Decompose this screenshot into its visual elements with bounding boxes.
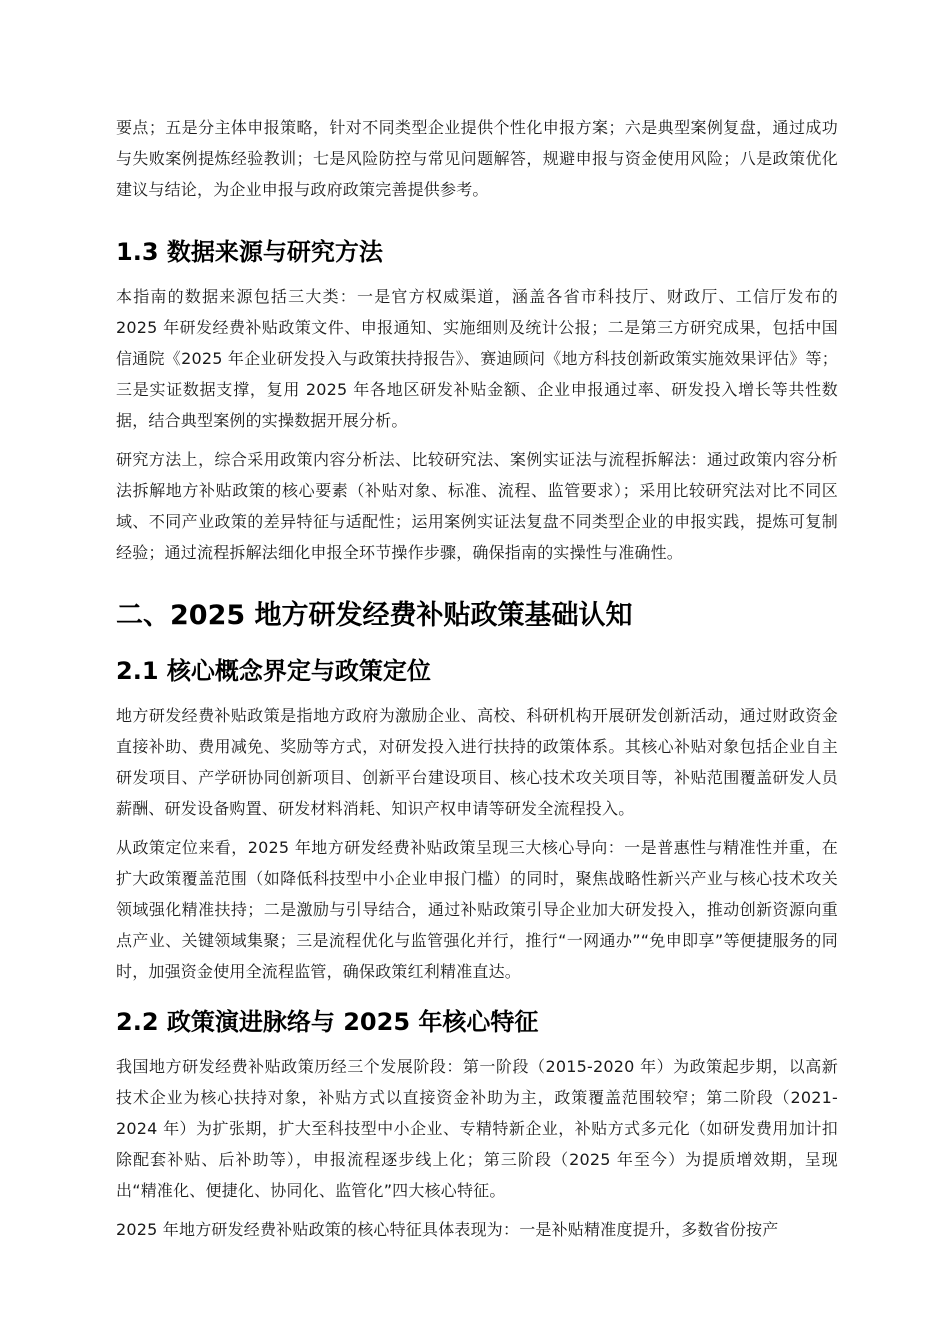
section-1-3-heading: 1.3 数据来源与研究方法 xyxy=(116,238,383,266)
section-2-2-heading: 2.2 政策演进脉络与 2025 年核心特征 xyxy=(116,1008,539,1036)
document-page xyxy=(116,112,838,1253)
section-2-1-paragraph-2: 从政策定位来看，2025 年地方研发经费补贴政策呈现三大核心导向：一是普惠性与精准性并重，在扩大政策覆盖范围（如降低科技型中小企业申报门槛）的同时，聚焦战略性新兴产业与核心技术攻关领域强化精准扶持；二是激励与引导结合，通过补贴政策引导企业加大研发投入，推动创新资源向重点产业、关键领域集聚；三是流程优化与监管强化并行，推行“一网通办”“免申即享”等便捷服务的同时，加强资金使用全流程监管，确保政策红利精准直达。 xyxy=(116,838,838,981)
section-1-3-paragraph-2: 研究方法上，综合采用政策内容分析法、比较研究法、案例实证法与流程拆解法：通过政策内容分析法拆解地方补贴政策的核心要素（补贴对象、标准、流程、监管要求）；采用比较研究法对比不同区域、不同产业政策的差异特征与适配性；运用案例实证法复盘不同类型企业的申报实践，提炼可复制经验；通过流程拆解法细化申报全环节操作步骤，确保指南的实操性与准确性。 xyxy=(116,450,838,562)
section-2-2-paragraph-1: 我国地方研发经费补贴政策历经三个发展阶段：第一阶段（2015-2020 年）为政策起步期，以高新技术企业为核心扶持对象，补贴方式以直接资金补助为主，政策覆盖范围较窄；第二阶段（2021-2024 年）为扩张期，扩大至科技型中小企业、专精特新企业，补贴方式多元化（如研发费用加计扣除配套补贴、后补助等），申报流程逐步线上化；第三阶段（2025 年至今）为提质增效期，呈现出“精准化、便捷化、协同化、监管化”四大核心特征。 xyxy=(116,1057,838,1200)
intro-paragraph: 要点；五是分主体申报策略，针对不同类型企业提供个性化申报方案；六是典型案例复盘，通过成功与失败案例提炼经验教训；七是风险防控与常见问题解答，规避申报与资金使用风险；八是政策优化建议与结论，为企业申报与政府政策完善提供参考。 xyxy=(116,118,838,199)
section-2-2-paragraph-2: 2025 年地方研发经费补贴政策的核心特征具体表现为：一是补贴精准度提升，多数省份按产 xyxy=(116,1220,779,1239)
section-1-3-paragraph-1: 本指南的数据来源包括三大类：一是官方权威渠道，涵盖各省市科技厅、财政厅、工信厅发布的 2025 年研发经费补贴政策文件、申报通知、实施细则及统计公报；二是第三方研究成果，包括中国信通院《2025 年企业研发投入与政策扶持报告》、赛迪顾问《地方科技创新政策实施效果评估》等；三是实证数据支撑，复用 2025 年各地区研发补贴金额、企业申报通过率、研发投入增长等共性数据，结合典型案例的实操数据开展分析。 xyxy=(116,287,838,430)
section-2-1-heading: 2.1 核心概念界定与政策定位 xyxy=(116,657,431,685)
chapter-2-heading: 二、2025 地方研发经费补贴政策基础认知 xyxy=(116,600,633,631)
section-2-1-paragraph-1: 地方研发经费补贴政策是指地方政府为激励企业、高校、科研机构开展研发创新活动，通过财政资金直接补助、费用减免、奖励等方式，对研发投入进行扶持的政策体系。其核心补贴对象包括企业自主研发项目、产学研协同创新项目、创新平台建设项目、核心技术攻关项目等，补贴范围覆盖研发人员薪酬、研发设备购置、研发材料消耗、知识产权申请等研发全流程投入。 xyxy=(116,706,838,818)
